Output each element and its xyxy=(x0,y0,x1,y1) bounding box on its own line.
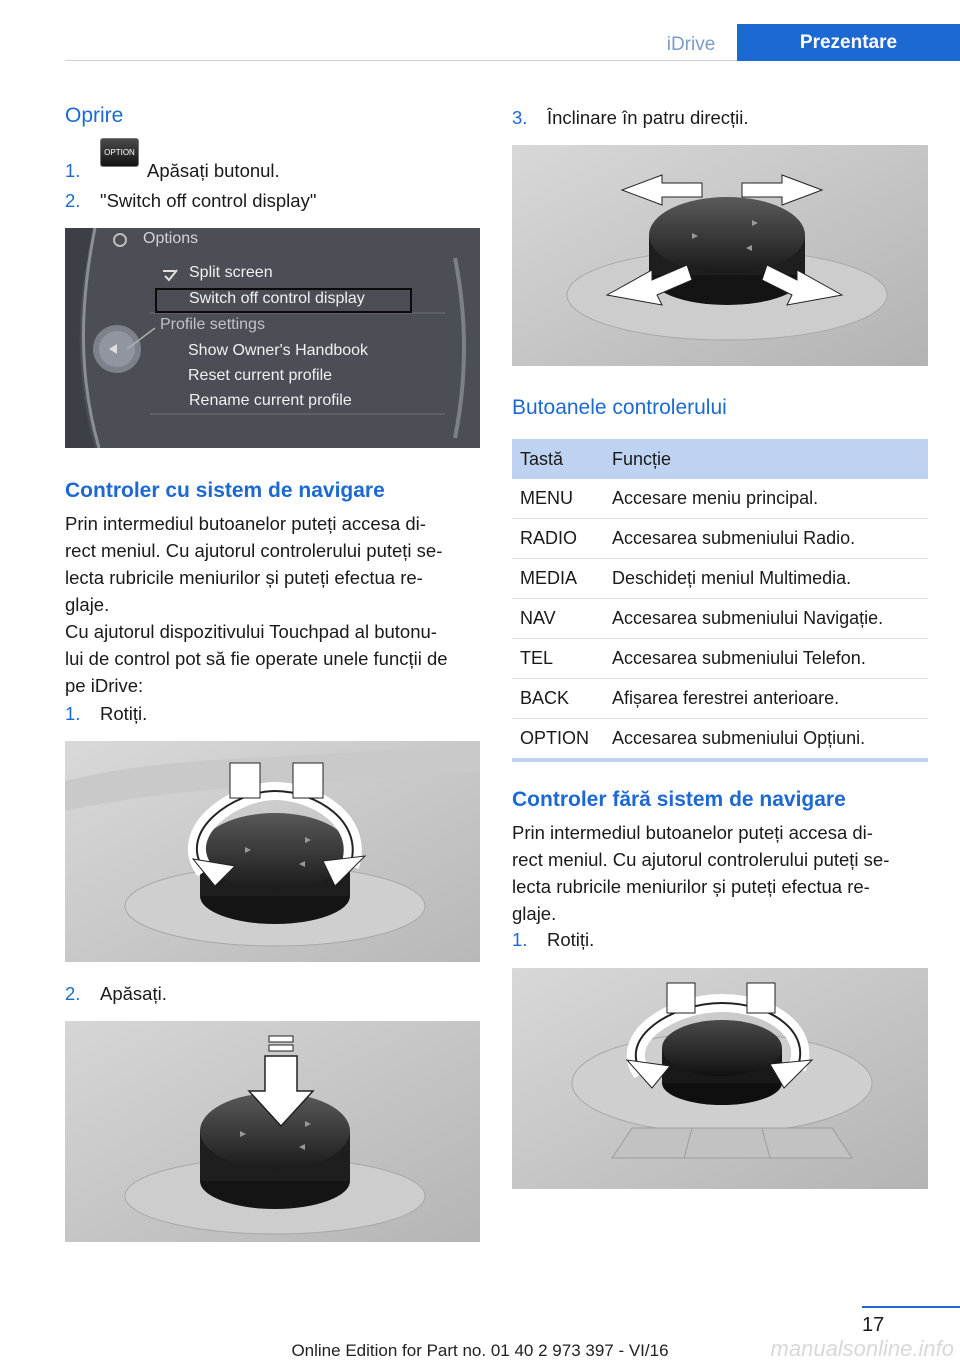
step-number: 1. xyxy=(512,929,528,950)
step-text: "Switch off control display" xyxy=(100,190,317,211)
table-row xyxy=(512,679,928,719)
step-number: 1. xyxy=(65,160,81,181)
table-row xyxy=(512,559,928,599)
table-row xyxy=(512,639,928,679)
paragraph-no-nav xyxy=(512,819,889,927)
step-text: Înclinare în patru direcții. xyxy=(547,107,749,128)
table-cell-key: NAV xyxy=(512,599,604,639)
column-header-key: Tastă xyxy=(512,439,604,479)
text-line: lui de control pot să fie operate unele funcții de xyxy=(65,648,448,669)
controller-press-art xyxy=(65,1021,480,1242)
header-tab-active[interactable]: Prezentare xyxy=(737,24,960,61)
controller-rotate-alt-art xyxy=(512,968,928,1189)
text-line: Cu ajutorul dispozitivului Touchpad al butonu- xyxy=(65,621,437,642)
screen-menu-item: Split screen xyxy=(189,264,273,281)
table-cell-function: Accesarea submeniului Opțiuni. xyxy=(604,719,928,761)
table-header-row xyxy=(512,439,928,479)
table-cell-key: TEL xyxy=(512,639,604,679)
table-cell-key: BACK xyxy=(512,679,604,719)
paragraph-intro xyxy=(65,510,442,618)
step-number: 1. xyxy=(65,703,81,724)
step-text: Rotiți. xyxy=(100,703,148,724)
controller-tilt-art xyxy=(512,145,928,366)
column-header-function: Funcție xyxy=(604,439,928,479)
text-line: rect meniul. Cu ajutorul controlerului puteți se- xyxy=(65,540,443,561)
step-text: Apăsați butonul. xyxy=(147,160,280,181)
option-button-icon xyxy=(100,138,139,167)
table-row xyxy=(512,479,928,519)
footer-edition: Online Edition for Part no. 01 40 2 973 397 - VI/16 xyxy=(291,1341,669,1360)
table-cell-key: OPTION xyxy=(512,719,604,761)
screen-menu-title: Options xyxy=(143,230,199,247)
screen-menu-item: Reset current profile xyxy=(188,367,333,384)
table-cell-function: Deschideți meniul Multimedia. xyxy=(604,559,928,599)
heading-controller-no-nav: Controler fără sistem de navigare xyxy=(512,788,846,811)
option-button-label: OPTION xyxy=(104,148,135,157)
step-text: Rotiți. xyxy=(547,929,595,950)
text-line: lecta rubricile meniurilor și puteți efectua re- xyxy=(65,567,423,588)
table-cell-key: RADIO xyxy=(512,519,604,559)
table-row xyxy=(512,519,928,559)
table-row xyxy=(512,599,928,639)
footer-rule xyxy=(862,1306,960,1308)
screen-menu-item-selected: Switch off control display xyxy=(189,290,365,307)
heading-oprire: Oprire xyxy=(65,104,124,127)
text-line: Prin intermediul butoanelor puteți accesa di- xyxy=(65,513,426,534)
screen-menu-item: Profile settings xyxy=(160,316,265,333)
controller-rotate-art xyxy=(65,741,480,962)
step-text: Apăsați. xyxy=(100,983,167,1004)
step-number: 2. xyxy=(65,983,81,1004)
table-cell-key: MENU xyxy=(512,479,604,519)
screen-menu-item: Rename current profile xyxy=(189,392,352,409)
table-cell-function: Accesarea submeniului Radio. xyxy=(604,519,928,559)
text-line: pe iDrive: xyxy=(65,675,144,696)
watermark: manualsonline.info xyxy=(770,1336,954,1361)
options-screen-art xyxy=(65,228,480,448)
text-line: rect meniul. Cu ajutorul controlerului puteți se- xyxy=(512,849,890,870)
controller-press-figure xyxy=(65,1021,480,1242)
table-cell-key: MEDIA xyxy=(512,559,604,599)
options-screen-figure xyxy=(65,228,480,448)
controller-rotate-figure xyxy=(65,741,480,962)
text-line: glaje. xyxy=(512,903,557,924)
text-line: glaje. xyxy=(65,594,110,615)
table-cell-function: Afișarea ferestrei anterioare. xyxy=(604,679,928,719)
table-cell-function: Accesare meniu principal. xyxy=(604,479,928,519)
text-line: Prin intermediul butoanelor puteți accesa di- xyxy=(512,822,873,843)
paragraph-touchpad xyxy=(65,618,448,699)
page-number: 17 xyxy=(862,1314,885,1336)
step-number: 2. xyxy=(65,190,81,211)
text-line: lecta rubricile meniurilor și puteți efectua re- xyxy=(512,876,870,897)
heading-controller-nav: Controler cu sistem de navigare xyxy=(65,479,385,502)
table-cell-function: Accesarea submeniului Telefon. xyxy=(604,639,928,679)
heading-controller-buttons: Butoanele controlerului xyxy=(512,396,727,419)
table-row xyxy=(512,719,928,761)
header-section[interactable]: iDrive xyxy=(666,34,716,55)
screen-menu-item: Show Owner's Handbook xyxy=(188,342,369,359)
controller-rotate-figure-alt xyxy=(512,968,928,1189)
table-cell-function: Accesarea submeniului Navigație. xyxy=(604,599,928,639)
step-number: 3. xyxy=(512,107,528,128)
buttons-table xyxy=(512,439,928,762)
controller-tilt-figure xyxy=(512,145,928,366)
